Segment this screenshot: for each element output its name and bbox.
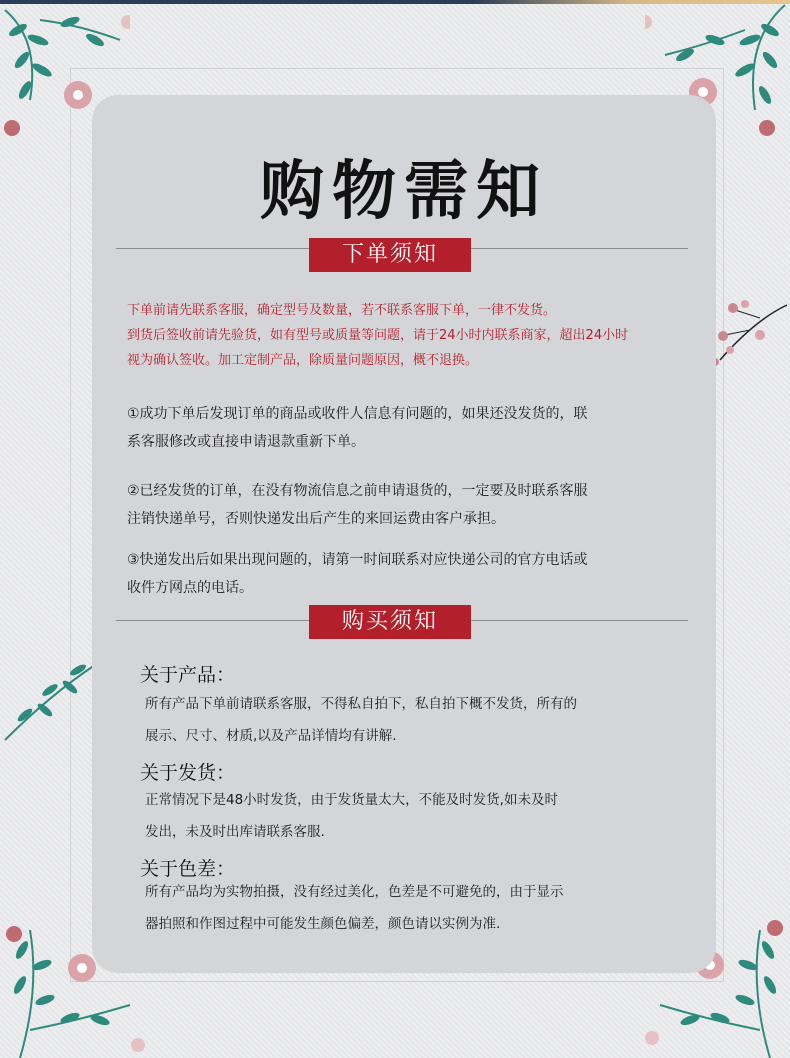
order-warning-text	[127, 298, 697, 373]
item-line: 注销快递单号，否则快递发出后产生的来回运费由客户承担。	[127, 511, 505, 527]
body-line: 器拍照和作图过程中可能发生颜色偏差，颜色请以实例为准.	[145, 916, 501, 932]
warning-line: 到货后签收前请先验货，如有型号或质量等问题，请于24小时内联系商家，超出24小时	[127, 328, 629, 343]
order-item-3	[127, 546, 687, 602]
leaf-branch-icon	[0, 655, 100, 745]
item-line: ③快递发出后如果出现问题的，请第一时间联系对应快递公司的官方电话或	[127, 552, 588, 568]
heading-about-shipping: 关于发货：	[140, 762, 236, 784]
section-tag-purchase-notice: 购买须知	[309, 605, 471, 639]
order-item-1	[127, 400, 687, 456]
about-shipping-body	[145, 784, 685, 848]
body-line: 发出，未及时出库请联系客服.	[145, 824, 325, 840]
about-products-body	[145, 688, 685, 752]
page-title: 购物需知	[260, 155, 548, 229]
section-tag-order-notice: 下单须知	[309, 238, 471, 272]
item-line: ①成功下单后发现订单的商品或收件人信息有问题的，如果还没发货的，联	[127, 406, 588, 422]
body-line: 展示、尺寸、材质,以及产品详情均有讲解.	[145, 728, 397, 744]
heading-about-color-difference: 关于色差：	[140, 858, 236, 880]
item-line: 收件方网点的电话。	[127, 580, 253, 596]
body-line: 正常情况下是48小时发货，由于发货量太大，不能及时发货,如未及时	[145, 792, 558, 808]
warning-line: 视为确认签收。加工定制产品，除质量问题原因，概不退换。	[127, 353, 479, 368]
item-line: ②已经发货的订单，在没有物流信息之前申请退货的，一定要及时联系客服	[127, 483, 588, 499]
warning-line: 下单前请先联系客服，确定型号及数量，若不联系客服下单，一律不发货。	[127, 303, 557, 318]
body-line: 所有产品下单前请联系客服，不得私自拍下，私自拍下概不发货，所有的	[145, 696, 577, 712]
body-line: 所有产品均为实物拍摄，没有经过美化，色差是不可避免的，由于显示	[145, 884, 564, 900]
berry-branch-icon	[705, 290, 790, 375]
about-color-body	[145, 876, 685, 940]
heading-about-products: 关于产品：	[140, 664, 236, 686]
order-item-2	[127, 477, 687, 533]
item-line: 系客服修改或直接申请退款重新下单。	[127, 434, 365, 450]
